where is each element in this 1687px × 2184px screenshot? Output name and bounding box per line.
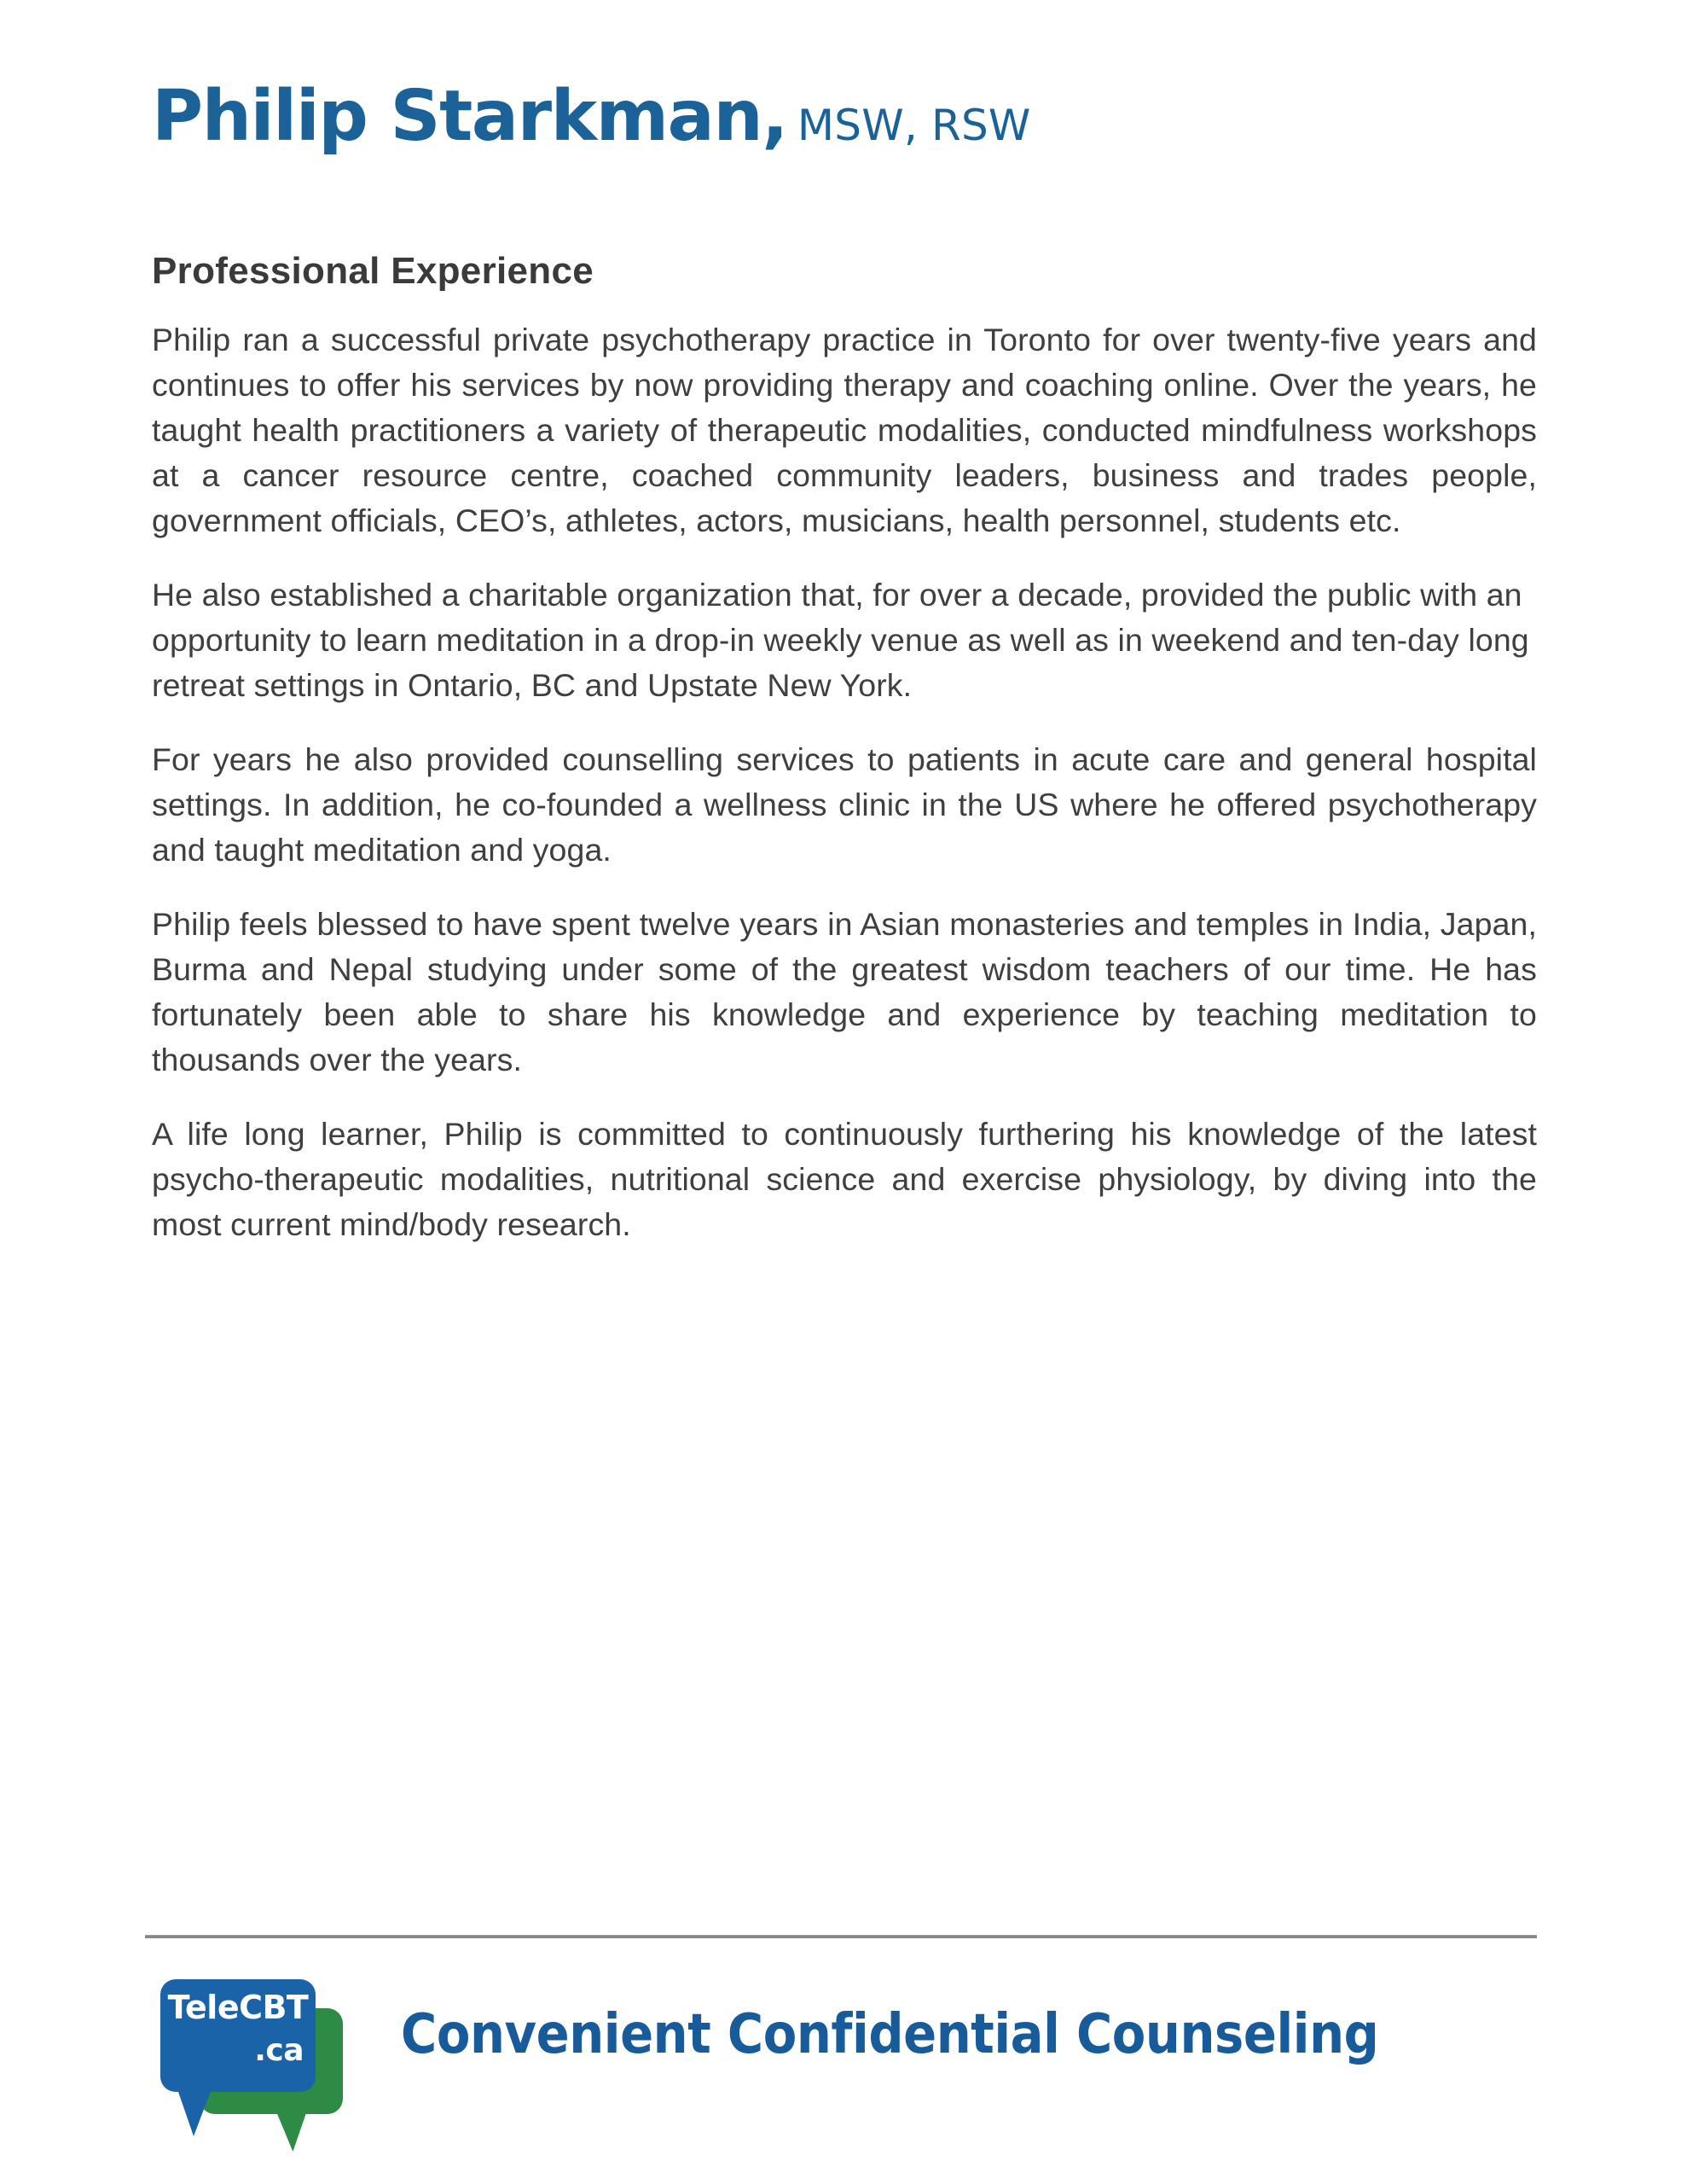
paragraph-3: For years he also provided counselling services to patients in acute care and general hospital settings. In addition, he co-founded a wellness clinic in the US where he offered psychotherapy and taught meditation and yoga.	[152, 741, 1537, 868]
paragraph-2: He also established a charitable organization that, for over a decade, provided the public with an opportunity to learn meditation in a drop-in weekly venue as well as in weekend and ten-day long retreat settings in Ontario, BC and Upstate New York.	[152, 577, 1529, 703]
logo-text-tld: .ca	[254, 2033, 304, 2068]
telecbt-logo	[152, 1972, 365, 2160]
document-footer	[145, 1962, 1595, 2175]
section-heading-professional-experience: Professional Experience	[152, 250, 594, 292]
paragraph-5: A life long learner, Philip is committed to continuously furthering his knowledge of the latest psycho-therapeutic modalities, nutritional science and exercise physiology, by diving into the most current mind/body research.	[152, 1116, 1537, 1242]
body-content	[152, 317, 1537, 1247]
footer-divider	[145, 1935, 1537, 1938]
document-header	[152, 76, 1537, 157]
logo-text-name: TeleCBT	[167, 1989, 309, 2026]
speech-bubble-green-tail-icon	[270, 2109, 307, 2152]
speech-bubble-blue-icon	[160, 1979, 316, 2092]
page-title-credentials: MSW, RSW	[797, 101, 1031, 150]
footer-tagline: Convenient Confidential Counseling	[401, 2003, 1379, 2066]
paragraph-4: Philip feels blessed to have spent twelve years in Asian monasteries and temples in India, Japan, Burma and Nepal studying under some of the greatest wisdom teachers of our time. He has fortunately been able to share his knowledge and experience by teaching meditation to thousands over the years.	[152, 906, 1537, 1077]
speech-bubble-blue-tail-icon	[177, 2087, 217, 2136]
paragraph-1: Philip ran a successful private psychotherapy practice in Toronto for over twenty-five years and continues to offer his services by now providing therapy and coaching online. Over the years, he taught health practitioners a variety of therapeutic modalities, conducted mindfulness workshops at a cancer resource centre, coached community leaders, business and trades people, government officials, CEO’s, athletes, actors, musicians, health personnel, students etc.	[152, 322, 1537, 538]
page-title-name: Philip Starkman,	[152, 76, 787, 157]
